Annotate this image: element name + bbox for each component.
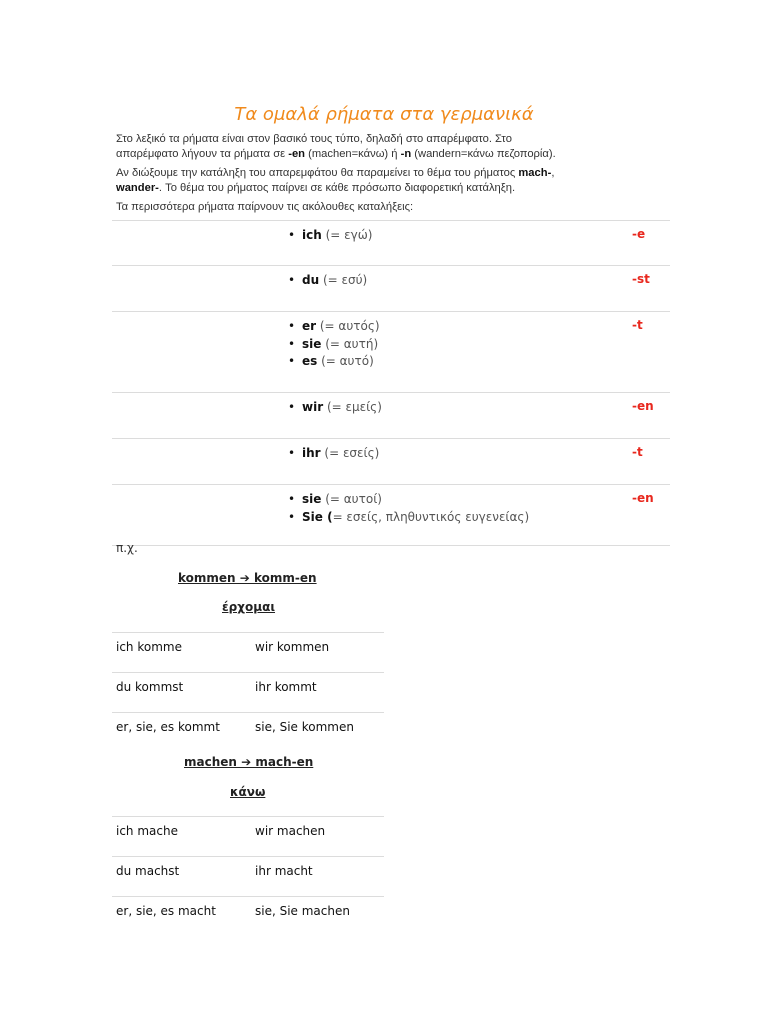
plural-form: ihr kommt	[255, 680, 317, 694]
pronoun-item	[288, 227, 372, 245]
ending-row	[112, 439, 670, 485]
pronoun: wir	[302, 400, 324, 414]
plural-form: sie, Sie machen	[255, 904, 350, 918]
intro-bold: mach-	[518, 167, 552, 179]
pronoun-list	[288, 272, 367, 290]
pronoun-gloss: (= εμείς)	[323, 400, 382, 414]
singular-form: er, sie, es macht	[116, 904, 216, 918]
intro-text: Αν διώξουμε την κατάληξη του απαρεμφάτου θα παραμείνει το θέμα του ρήματος	[116, 167, 519, 179]
pronoun: er	[302, 319, 317, 333]
intro-text: . Το θέμα του ρήματος παίρνει σε κάθε πρόσωπο διαφορετική κατάληξη.	[158, 182, 516, 194]
pronoun-gloss: (= αυτή)	[321, 336, 379, 351]
singular-form: du machst	[116, 864, 180, 878]
conjugation-row	[112, 632, 384, 672]
pronoun-gloss: (= εγώ)	[321, 228, 373, 242]
conjugation-table	[112, 816, 384, 936]
intro-paragraph-3: Τα περισσότερα ρήματα παίρνουν τις ακόλουθες καταλήξεις:	[116, 201, 414, 213]
pronoun-gloss: = εσείς, πληθυντικός ευγενείας)	[332, 509, 530, 524]
pronoun: du	[302, 273, 320, 287]
verb-heading: kommen ➔ komm-en	[178, 571, 317, 585]
verb-ending: -t	[632, 318, 643, 332]
verb-ending: -t	[632, 445, 643, 459]
pronoun-list	[288, 491, 529, 526]
verb-meaning: κάνω	[230, 785, 266, 799]
ending-row	[112, 485, 670, 546]
verb-ending: -en	[632, 491, 654, 505]
pronoun-item	[288, 272, 367, 290]
conjugation-row	[112, 856, 384, 896]
pronoun-gloss: (= εσύ)	[319, 273, 368, 287]
verb-heading: machen ➔ mach-en	[184, 755, 314, 769]
plural-form: wir kommen	[255, 640, 330, 654]
plural-form: wir machen	[255, 824, 326, 838]
conjugation-table	[112, 632, 384, 752]
pronoun: sie	[302, 336, 322, 351]
pronoun: ihr	[302, 446, 321, 460]
plural-form: sie, Sie kommen	[255, 720, 354, 734]
ending-row	[112, 312, 670, 393]
intro-bold: -n	[400, 148, 412, 160]
pronoun-gloss: (= αυτός)	[316, 319, 380, 333]
pronoun-gloss: (= εσείς)	[320, 446, 380, 460]
verb-ending: -st	[632, 272, 650, 286]
pronoun-item	[288, 509, 529, 527]
plural-form: ihr macht	[255, 864, 313, 878]
pronoun: es	[302, 354, 318, 368]
intro-line: Στο λεξικό τα ρήματα είναι στον βασικό τους τύπο, δηλαδή στο απαρέμφατο. Στο	[116, 133, 512, 145]
conjugation-row	[112, 816, 384, 856]
intro-text: (machen=κάνω) ή	[305, 148, 401, 160]
conjugation-row	[112, 672, 384, 712]
page-title: Τα ομαλά ρήματα στα γερμανικά	[234, 104, 534, 125]
ending-row	[112, 221, 670, 266]
pronoun-item	[288, 336, 380, 354]
intro-text: απαρέμφατο λήγουν τα ρήματα σε	[116, 148, 289, 160]
pronoun-item	[288, 491, 529, 509]
conjugation-row	[112, 712, 384, 752]
pronoun-item	[288, 318, 380, 336]
singular-form: ich komme	[116, 640, 182, 654]
endings-table	[112, 220, 670, 546]
intro-text: (wandern=κάνω πεζοπορία).	[411, 148, 556, 160]
pronoun-list	[288, 318, 380, 371]
pronoun-list	[288, 445, 379, 463]
singular-form: du kommst	[116, 680, 184, 694]
verb-ending: -e	[632, 227, 646, 241]
pronoun-list	[288, 227, 372, 245]
verb-meaning: έρχομαι	[222, 600, 276, 614]
intro-text: ,	[551, 167, 555, 179]
pronoun-gloss: (= αυτό)	[317, 354, 374, 368]
singular-form: er, sie, es kommt	[116, 720, 220, 734]
intro-paragraph-1	[116, 132, 676, 162]
pronoun-list	[288, 399, 382, 417]
ending-row	[112, 393, 670, 439]
pronoun: ich	[302, 228, 322, 242]
ending-row	[112, 266, 670, 312]
singular-form: ich mache	[116, 824, 178, 838]
pronoun-item	[288, 445, 379, 463]
example-label: π.χ.	[116, 541, 138, 555]
pronoun-item	[288, 399, 382, 417]
intro-paragraph-2	[116, 166, 676, 196]
pronoun: sie	[302, 492, 322, 506]
intro-bold: wander-	[116, 182, 159, 194]
intro-bold: -en	[288, 148, 306, 160]
pronoun-gloss: (= αυτοί)	[321, 492, 382, 506]
pronoun: Sie (	[302, 509, 333, 524]
verb-ending: -en	[632, 399, 654, 413]
conjugation-row	[112, 896, 384, 936]
pronoun-item	[288, 353, 380, 371]
